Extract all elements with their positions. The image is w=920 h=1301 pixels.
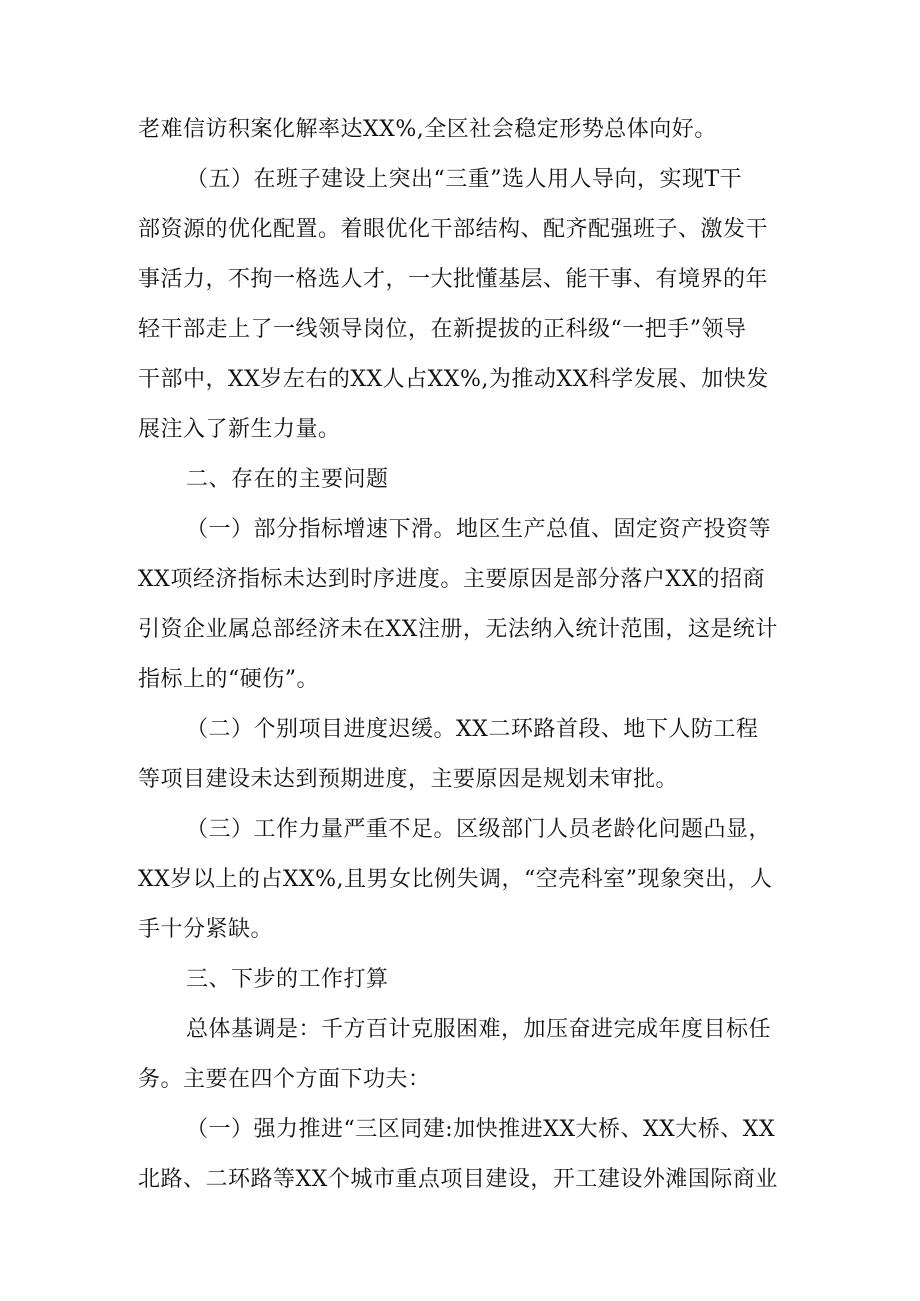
text-line: 展注入了新生力量。 bbox=[138, 417, 341, 442]
section-heading-plans: 三、下步的工作打算 bbox=[186, 967, 389, 992]
paragraph-heading-one: （一）部分指标增速下滑。地区生产总值、固定资产投资等 bbox=[186, 517, 772, 542]
text-line: 务。主要在四个方面下功夫： bbox=[138, 1067, 431, 1092]
text-line: 指标上的“硬伤”。 bbox=[138, 667, 319, 692]
paragraph-heading-two: （二）个别项目进度迟缓。XX二环路首段、地下人防工程 bbox=[186, 717, 759, 742]
paragraph-heading-plan-one: （一）强力推进“三区同建:加快推进XX大桥、XX大桥、XX bbox=[186, 1117, 776, 1142]
section-heading-problems: 二、存在的主要问题 bbox=[186, 467, 389, 492]
paragraph-heading-five: （五）在班子建设上突出“三重”选人用人导向，实现T干 bbox=[186, 167, 743, 192]
text-line: 手十分紧缺。 bbox=[138, 917, 274, 942]
text-line: 总体基调是：千方百计克服困难，加压奋进完成年度目标任 bbox=[186, 1017, 772, 1042]
text-line: 引资企业属总部经济未在XX注册，无法纳入统计范围，这是统计 bbox=[138, 617, 778, 642]
text-line: 轻干部走上了一线领导岗位，在新提拔的正科级“一把手”领导 bbox=[138, 317, 747, 342]
text-line: 等项目建设未达到预期进度，主要原因是规划未审批。 bbox=[138, 767, 679, 792]
text-line: 老难信访积案化解率达XX%,全区社会稳定形势总体向好。 bbox=[138, 117, 717, 142]
text-line: XX项经济指标未达到时序进度。主要原因是部分落户XX的招商 bbox=[138, 567, 766, 592]
text-line: 部资源的优化配置。着眼优化干部结构、配齐配强班子、激发干 bbox=[138, 217, 769, 242]
text-line: XX岁以上的占XX%,且男女比例失调，“空壳科室”现象突出，人 bbox=[138, 867, 773, 892]
text-line: 干部中，XX岁左右的XX人占XX%,为推动XX科学发展、加快发 bbox=[138, 367, 769, 392]
paragraph-heading-three: （三）工作力量严重不足。区级部门人员老龄化问题凸显， bbox=[186, 817, 772, 842]
text-line: 北路、二环路等XX个城市重点项目建设，开工建设外滩国际商业 bbox=[138, 1167, 778, 1192]
text-line: 事活力，不拘一格选人才，一大批懂基层、能干事、有境界的年 bbox=[138, 267, 769, 292]
